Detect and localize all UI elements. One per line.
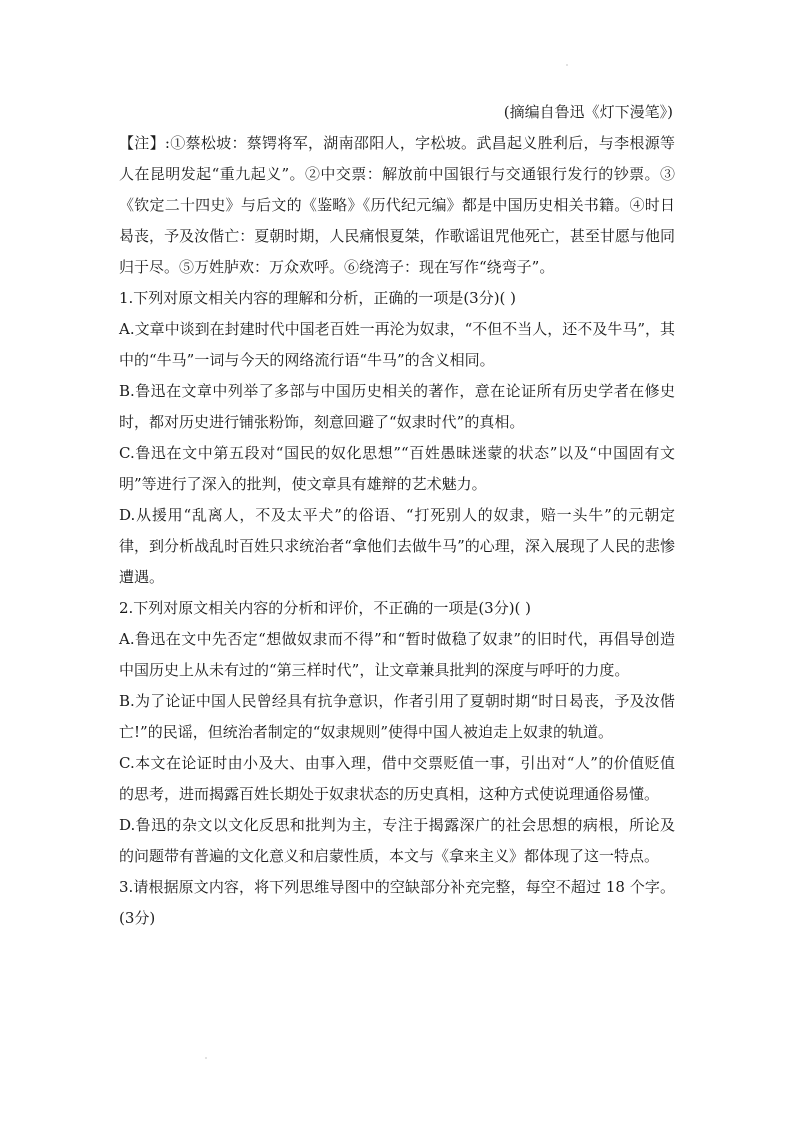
question-1-title: 1.下列对原文相关内容的理解和分析，正确的一项是(3分)( ) xyxy=(119,289,517,307)
scan-speck xyxy=(205,1057,207,1059)
source-citation: (摘编自鲁迅《灯下漫笔》) xyxy=(503,103,673,121)
document-content xyxy=(119,97,675,934)
question-2-option-b: B.为了论证中国人民曾经具有抗争意识，作者引用了夏朝时期“时日曷丧，予及汝偕亡!”的民谣，但统治者制定的“奴隶规则”使得中国人被迫走上奴隶的轨道。 xyxy=(119,692,675,741)
annotation-note: 【注】:①蔡松坡：蔡锷将军，湖南邵阳人，字松坡。武昌起义胜利后，与李根源等人在昆明发起“重九起义”。②中交票：解放前中国银行与交通银行发行的钞票。③《钦定二十四史》与后文的《鉴略》《历代纪元编》都是中国历史相关书籍。④时日曷丧，予及汝偕亡：夏朝时期，人民痛恨夏桀，作歌谣诅咒他死亡，甚至甘愿与他同归于尽。⑤万姓胪欢：万众欢呼。⑥绕湾子：现在写作“绕弯子”。 xyxy=(119,134,675,276)
question-3-title: 3.请根据原文内容，将下列思维导图中的空缺部分补充完整，每空不超过 18 个字。(3分) xyxy=(119,878,675,927)
question-2-option-a: A.鲁迅在文中先否定“想做奴隶而不得”和“暂时做稳了奴隶”的旧时代，再倡导创造中国历史上从未有过的“第三样时代”，让文章兼具批判的深度与呼吁的力度。 xyxy=(119,630,675,679)
scan-speck xyxy=(566,64,568,66)
question-2-title: 2.下列对原文相关内容的分析和评价，不正确的一项是(3分)( ) xyxy=(119,599,532,617)
question-1-option-b: B.鲁迅在文章中列举了多部与中国历史相关的著作，意在论证所有历史学者在修史时，都对历史进行铺张粉饰，刻意回避了“奴隶时代”的真相。 xyxy=(119,382,675,431)
question-1-option-a: A.文章中谈到在封建时代中国老百姓一再沦为奴隶，“不但不当人，还不及牛马”，其中的“牛马”一词与今天的网络流行语“牛马”的含义相同。 xyxy=(119,320,675,369)
question-1 xyxy=(119,283,675,593)
question-2 xyxy=(119,593,675,872)
question-2-option-c: C.本文在论证时由小及大、由事入理，借中交票贬值一事，引出对“人”的价值贬值的思考，进而揭露百姓长期处于奴隶状态的历史真相，这种方式使说理通俗易懂。 xyxy=(119,754,675,803)
question-2-option-d: D.鲁迅的杂文以文化反思和批判为主，专注于揭露深广的社会思想的病根，所论及的问题带有普遍的文化意义和启蒙性质，本文与《拿来主义》都体现了这一特点。 xyxy=(119,816,675,865)
question-1-option-c: C.鲁迅在文中第五段对“国民的奴化思想”“百姓愚昧迷蒙的状态”以及“中国固有文明”等进行了深入的批判，使文章具有雄辩的艺术魅力。 xyxy=(119,444,675,493)
question-1-option-d: D.从援用“乱离人，不及太平犬”的俗语、“打死别人的奴隶，赔一头牛”的元朝定律，到分析战乱时百姓只求统治者“拿他们去做牛马”的心理，深入展现了人民的悲惨遭遇。 xyxy=(119,506,675,586)
question-3 xyxy=(119,872,675,934)
